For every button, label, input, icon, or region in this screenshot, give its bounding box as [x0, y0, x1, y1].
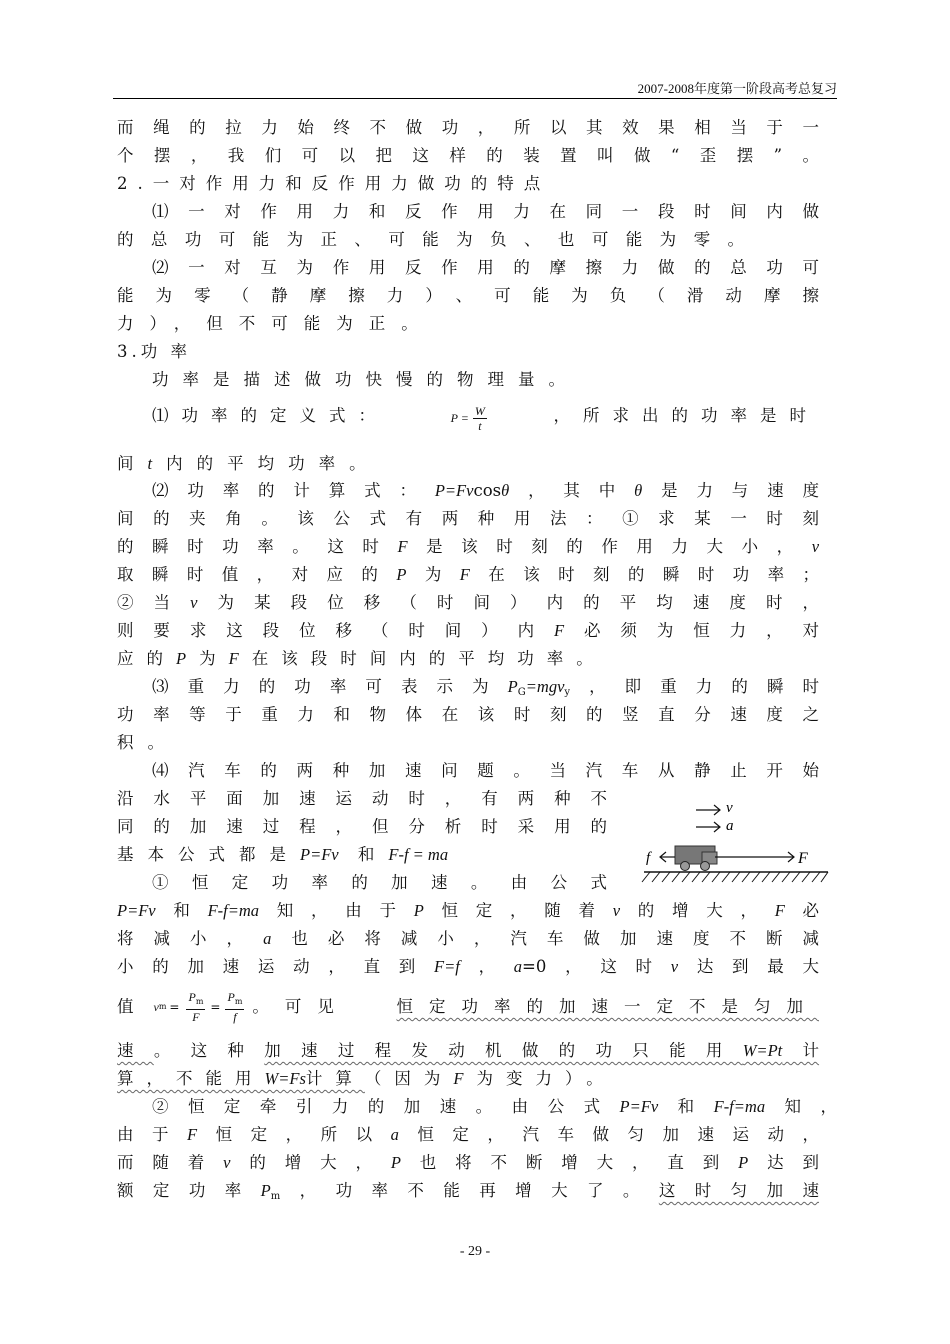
- text-line: 功率是描述做功快慢的物理量。: [152, 370, 579, 389]
- text-line: P=Fv和F-f=ma知，由于P恒定，随着v的增大，F必: [117, 901, 820, 920]
- text-line: 小的加速运动，直到F=f，a=0，这时v达到最大: [117, 957, 820, 976]
- text-line: ②恒定牵引力的加速。由公式P=Fv和F-f=ma知，: [152, 1097, 838, 1116]
- text-line: 沿水平面加速运动时，有两种不: [117, 789, 607, 808]
- page-number: - 29 -: [459, 1244, 491, 1259]
- velocity-arrow: [696, 805, 720, 815]
- definition-formula: P = $\frac{W}{t}$: [450, 403, 485, 433]
- text-line: 功率等于重力和物体在该时刻的竖直分速度之: [117, 705, 819, 724]
- text-line: 力），但不可能为正。: [117, 314, 434, 333]
- text-line: ⑴一对作用力和反作用力在同一段时间内做: [152, 202, 819, 221]
- velocity-label: v: [726, 800, 733, 816]
- acceleration-arrow: [696, 822, 720, 832]
- car-force-diagram: [640, 795, 830, 890]
- friction-arrow: [660, 852, 675, 862]
- text-line: ⑵功率的计算式：P=Fvcosθ，其中θ是力与速度: [152, 481, 820, 500]
- text-line: ⑵一对互为作用反作用的摩擦力做的总功可: [152, 258, 819, 277]
- text-line: 应的P为F在该段时间内的平均功率。: [117, 649, 606, 668]
- text-line: 能为零（静摩擦力）、可能为负（滑动摩擦: [117, 286, 819, 305]
- traction-label: F: [798, 850, 808, 867]
- text-line: 的瞬时功率。这时F是该时刻的作用力大小，v: [117, 537, 820, 556]
- text-line: ⑶重力的功率可表示为$P_G=mgv_y$，即重力的瞬时: [152, 677, 820, 698]
- text-line: ①恒定功率的加速。由公式: [152, 873, 607, 892]
- text-line: 个摆，我们可以把这样的装置叫做“歪摆”。: [117, 146, 819, 165]
- text-line: 间的夹角。该公式有两种用法：①求某一时刻: [117, 509, 819, 528]
- text-line: 则要求这段位移（时间）内F必须为恒力，对: [117, 621, 820, 640]
- acceleration-label: a: [726, 818, 734, 834]
- text-line: 算，不能用W=Fs计算（因为F为变力）。: [117, 1069, 616, 1088]
- ground-hatching: [642, 872, 828, 882]
- text-line: ②当v为某段位移（时间）内的平均速度时，: [117, 593, 820, 612]
- text-line: 速。这种加速过程发动机做的功只能用W=Pt计: [117, 1041, 820, 1060]
- friction-label: f: [646, 850, 651, 866]
- traction-arrow: [715, 852, 794, 862]
- text-line: 由于F恒定，所以a恒定，汽车做匀加速运动，: [117, 1125, 819, 1144]
- max-velocity-formula: v m = $\frac{P_m}{F}$ = $\frac{P_m}{f}$: [153, 990, 243, 1024]
- text-line: 而绳的拉力始终不做功，所以其效果相当于一: [117, 118, 819, 137]
- text-line: 同的加速过程，但分析时采用的: [117, 817, 607, 836]
- text-line: ⑴功率的定义式： P = $\frac{W}{t}$ ，所求出的功率是时: [152, 398, 819, 438]
- header-title: 2007-2008年度第一阶段高考总复习: [637, 81, 837, 96]
- car-wheel: [681, 862, 690, 871]
- text-line: 将减小，a也必将减小，汽车做加速度不断减: [117, 929, 820, 948]
- text-line: 取瞬时值，对应的P为F在该时刻的瞬时功率；: [117, 565, 820, 584]
- section-heading: 2.一对作用力和反作用力做功的特点: [117, 174, 551, 193]
- text-line: 积。: [117, 733, 178, 752]
- text-line: ⑷汽车的两种加速问题。当汽车从静止开始: [152, 761, 819, 780]
- text-line: 的总功可能为正、可能为负、也可能为零。: [117, 230, 757, 249]
- text-line: 值 v m = $\frac{P_m}{F}$ = $\frac{P_m}{f}$ 。可见 恒定功率的加速一定不是匀加: [117, 985, 819, 1029]
- text-line: 间t内的平均功率。: [117, 454, 380, 473]
- header-rule: [113, 98, 837, 99]
- text-line: 额定功率$P_m$，功率不能再增大了。这时匀加速: [117, 1181, 820, 1202]
- section-heading: 3.功 率: [117, 342, 191, 361]
- text-line: 而随着v的增大，P也将不断增大，直到P达到: [117, 1153, 820, 1172]
- text-line: 基本公式都是P=Fv 和F-f = ma: [117, 845, 449, 864]
- car-wheel: [701, 862, 710, 871]
